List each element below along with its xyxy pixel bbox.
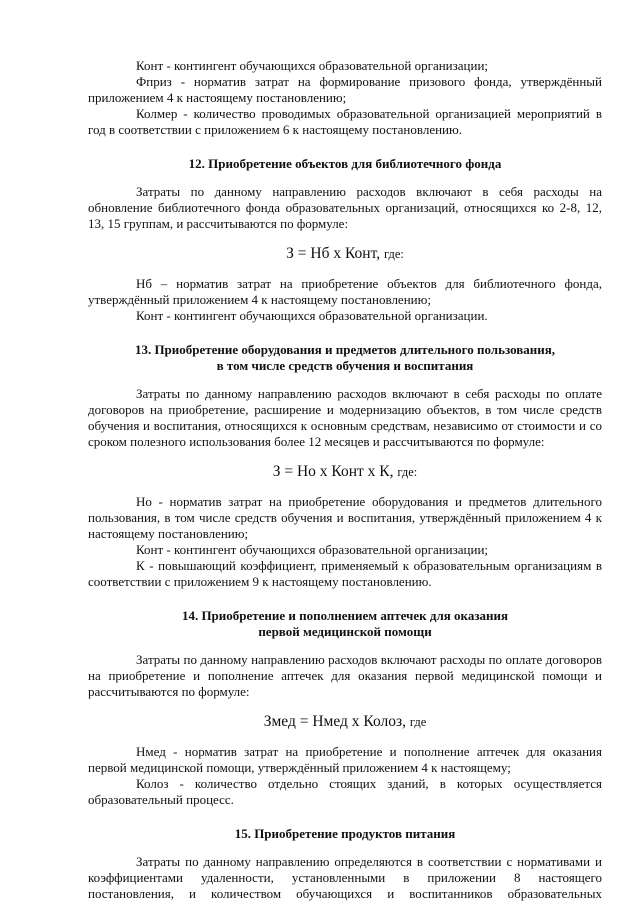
formula-tail: где: [397,465,418,479]
section-12-title: 12. Приобретение объектов для библиотечного фонда [188,156,502,171]
section-14-text: Затраты по данному направлению расходов включают расходы по оплате договоров на приобретение и пополнение аптечек для оказания первой медицинской помощи и рассчитываются по формуле: [88,652,602,699]
section-13-text: Затраты по данному направлению расходов включают в себя расходы по оплате договоров на приобретение, расширение и модернизацию объектов, в том числе средств обучения и воспитания, относящихся к основным средствам, независимо от стоимости и со сроком полезного использования более 12 месяцев и рассчитываются по формуле: [88,386,602,449]
section-12-text: Затраты по данному направлению расходов включают в себя расходы на обновление библиотечного фонда образовательных организаций, относящихся ко 2-8, 12, 13, 15 группам, и рассчитываются по формуле: [88,184,602,231]
section-14-def-nmed: Нмед - норматив затрат на приобретение и пополнение аптечек для оказания первой медицинской помощи, утверждённый приложением 4 к настоящему; [88,744,602,775]
section-13-title-line1: 13. Приобретение оборудования и предметов длительного пользования, [134,342,556,357]
section-14-def-koloz: Колоз - количество отдельно стоящих зданий, в которых осуществляется образовательный процесс. [88,776,602,807]
formula-tail: где: [383,247,404,261]
intro-def-fpriz: Фприз - норматив затрат на формирование призового фонда, утверждённый приложением 4 к настоящему постановлению; [88,74,602,105]
intro-def-kont: Конт - контингент обучающихся образовательной организации; [136,58,489,73]
section-12-def-kont: Конт - контингент обучающихся образовательной организации. [136,308,488,323]
section-12-formula [88,244,602,264]
formula-tail: где [409,715,427,729]
formula-expression: З = Но х Конт х К, [272,463,394,480]
formula-expression: Змед = Нмед х Колоз, [263,713,406,730]
intro-def-kolmer: Колмер - количество проводимых образовательной организацией мероприятий в год в соответствии с приложением 6 к настоящему постановлению. [88,106,602,137]
section-12-def-nb: Нб – норматив затрат на приобретение объектов для библиотечного фонда, утверждённый приложением 4 к настоящему постановлению; [88,276,602,307]
section-15-title: 15. Приобретение продуктов питания [234,826,456,841]
section-13-title-line2: в том числе средств обучения и воспитания [216,358,474,373]
section-13-def-k: К - повышающий коэффициент, применяемый к образовательным организациям в соответствии с приложением 9 к настоящему постановлению. [88,558,602,589]
section-14-formula [88,712,602,732]
section-13-formula [88,462,602,482]
section-13-def-no: Но - норматив затрат на приобретение оборудования и предметов длительного пользования, в том числе средств обучения и воспитания, утверждённый приложением 4 к настоящему постановлению; [88,494,602,541]
section-14-title-line1: 14. Приобретение и пополнением аптечек для оказания [181,608,509,623]
section-15-text: Затраты по данному направлению определяются в соответствии с нормативами и коэффициентами удаленности, установленными в приложении 8 настоящего постановления, и количеством обучающихся и воспитанников образовательных [88,854,602,901]
section-14-title-line2: первой медицинской помощи [258,624,432,639]
section-13-def-kont: Конт - контингент обучающихся образовательной организации; [136,542,489,557]
formula-expression: З = Нб х Конт, [286,245,381,262]
